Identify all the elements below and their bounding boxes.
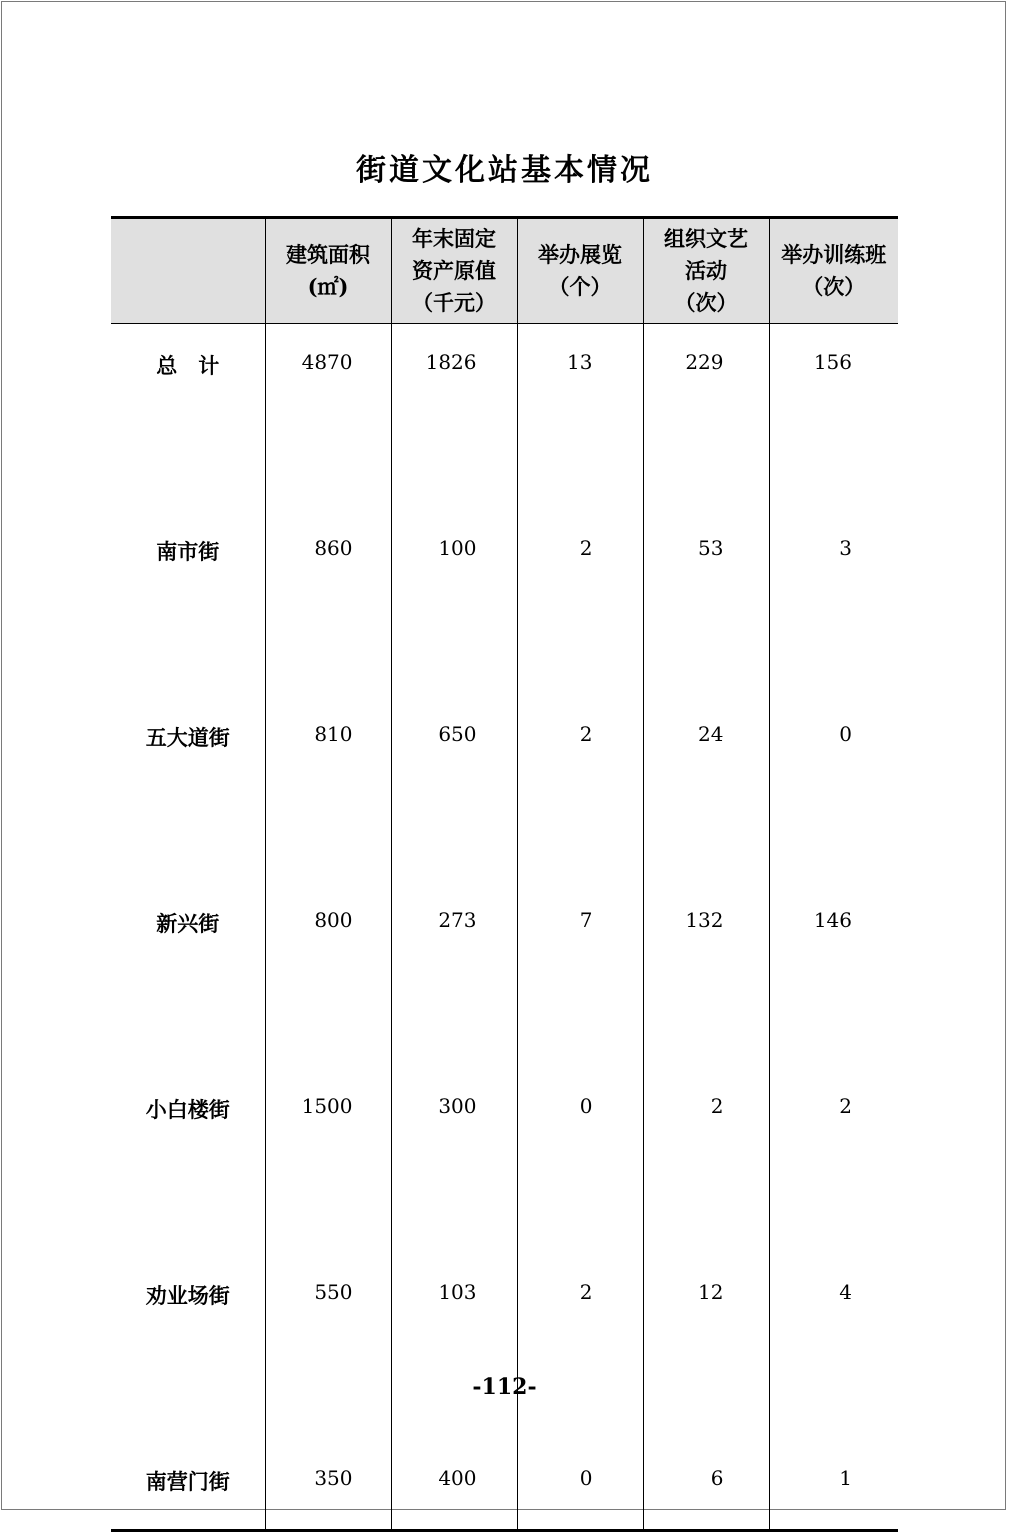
page-title: 街道文化站基本情况 xyxy=(356,153,653,188)
row-label: 总 计 xyxy=(156,353,220,378)
table-row xyxy=(111,510,898,696)
cell-area: 800 xyxy=(265,882,391,1068)
header-line: （个） xyxy=(548,274,612,299)
header-line: 组织文艺 xyxy=(664,226,748,251)
header-line: 活动 xyxy=(685,258,727,283)
row-label: 南营门街 xyxy=(111,1440,265,1531)
cell-training: 3 xyxy=(769,510,898,696)
cell-activities: 229 xyxy=(643,324,769,511)
row-label: 小白楼街 xyxy=(145,1097,230,1122)
cell-exhibitions: 2 xyxy=(517,1254,643,1440)
header-line: （千元） xyxy=(412,290,496,315)
cell-exhibitions: 0 xyxy=(517,1440,643,1531)
cell-area: 810 xyxy=(265,696,391,882)
table-header-row xyxy=(111,218,898,324)
header-line: 建筑面积 xyxy=(286,242,370,267)
header-activities xyxy=(643,218,769,324)
cell-area: 350 xyxy=(265,1440,391,1531)
cell-exhibitions: 7 xyxy=(517,882,643,1068)
header-line: 年末固定 xyxy=(412,226,496,251)
cell-assets: 103 xyxy=(391,1254,517,1440)
header-assets xyxy=(391,218,517,324)
page-number: -112- xyxy=(472,1374,537,1400)
culture-station-table xyxy=(111,216,898,1532)
header-name xyxy=(111,218,265,324)
cell-training: 1 xyxy=(769,1440,898,1531)
row-label: 五大道街 xyxy=(145,725,230,750)
table-row xyxy=(111,324,898,511)
header-line: 举办展览 xyxy=(538,242,622,267)
cell-exhibitions: 2 xyxy=(517,510,643,696)
cell-area: 4870 xyxy=(265,324,391,511)
header-line: (㎡) xyxy=(307,274,349,299)
header-line: 资产原值 xyxy=(412,258,496,283)
header-line: （次） xyxy=(674,290,738,315)
cell-activities: 132 xyxy=(643,882,769,1068)
cell-assets: 1826 xyxy=(391,324,517,511)
table-row xyxy=(111,1068,898,1254)
cell-assets: 300 xyxy=(391,1068,517,1254)
cell-activities: 12 xyxy=(643,1254,769,1440)
cell-training: 0 xyxy=(769,696,898,882)
table-row xyxy=(111,1440,898,1531)
cell-training: 156 xyxy=(769,324,898,511)
cell-training: 2 xyxy=(769,1068,898,1254)
cell-exhibitions: 13 xyxy=(517,324,643,511)
cell-assets: 400 xyxy=(391,1440,517,1531)
table-row xyxy=(111,1254,898,1440)
cell-area: 1500 xyxy=(265,1068,391,1254)
cell-training: 146 xyxy=(769,882,898,1068)
cell-activities: 6 xyxy=(643,1440,769,1531)
cell-activities: 24 xyxy=(643,696,769,882)
cell-activities: 53 xyxy=(643,510,769,696)
header-line: （次） xyxy=(802,274,866,299)
cell-assets: 650 xyxy=(391,696,517,882)
cell-assets: 273 xyxy=(391,882,517,1068)
table-row xyxy=(111,696,898,882)
cell-exhibitions: 0 xyxy=(517,1068,643,1254)
cell-area: 860 xyxy=(265,510,391,696)
header-training xyxy=(769,218,898,324)
cell-activities: 2 xyxy=(643,1068,769,1254)
row-label: 新兴街 xyxy=(156,911,220,936)
header-line: 举办训练班 xyxy=(781,242,887,267)
header-area xyxy=(265,218,391,324)
cell-exhibitions: 2 xyxy=(517,696,643,882)
header-exhibitions xyxy=(517,218,643,324)
table-body xyxy=(111,324,898,1531)
table-row xyxy=(111,882,898,1068)
row-label: 南市街 xyxy=(156,539,220,564)
row-label: 劝业场街 xyxy=(145,1283,230,1308)
cell-area: 550 xyxy=(265,1254,391,1440)
cell-training: 4 xyxy=(769,1254,898,1440)
cell-assets: 100 xyxy=(391,510,517,696)
